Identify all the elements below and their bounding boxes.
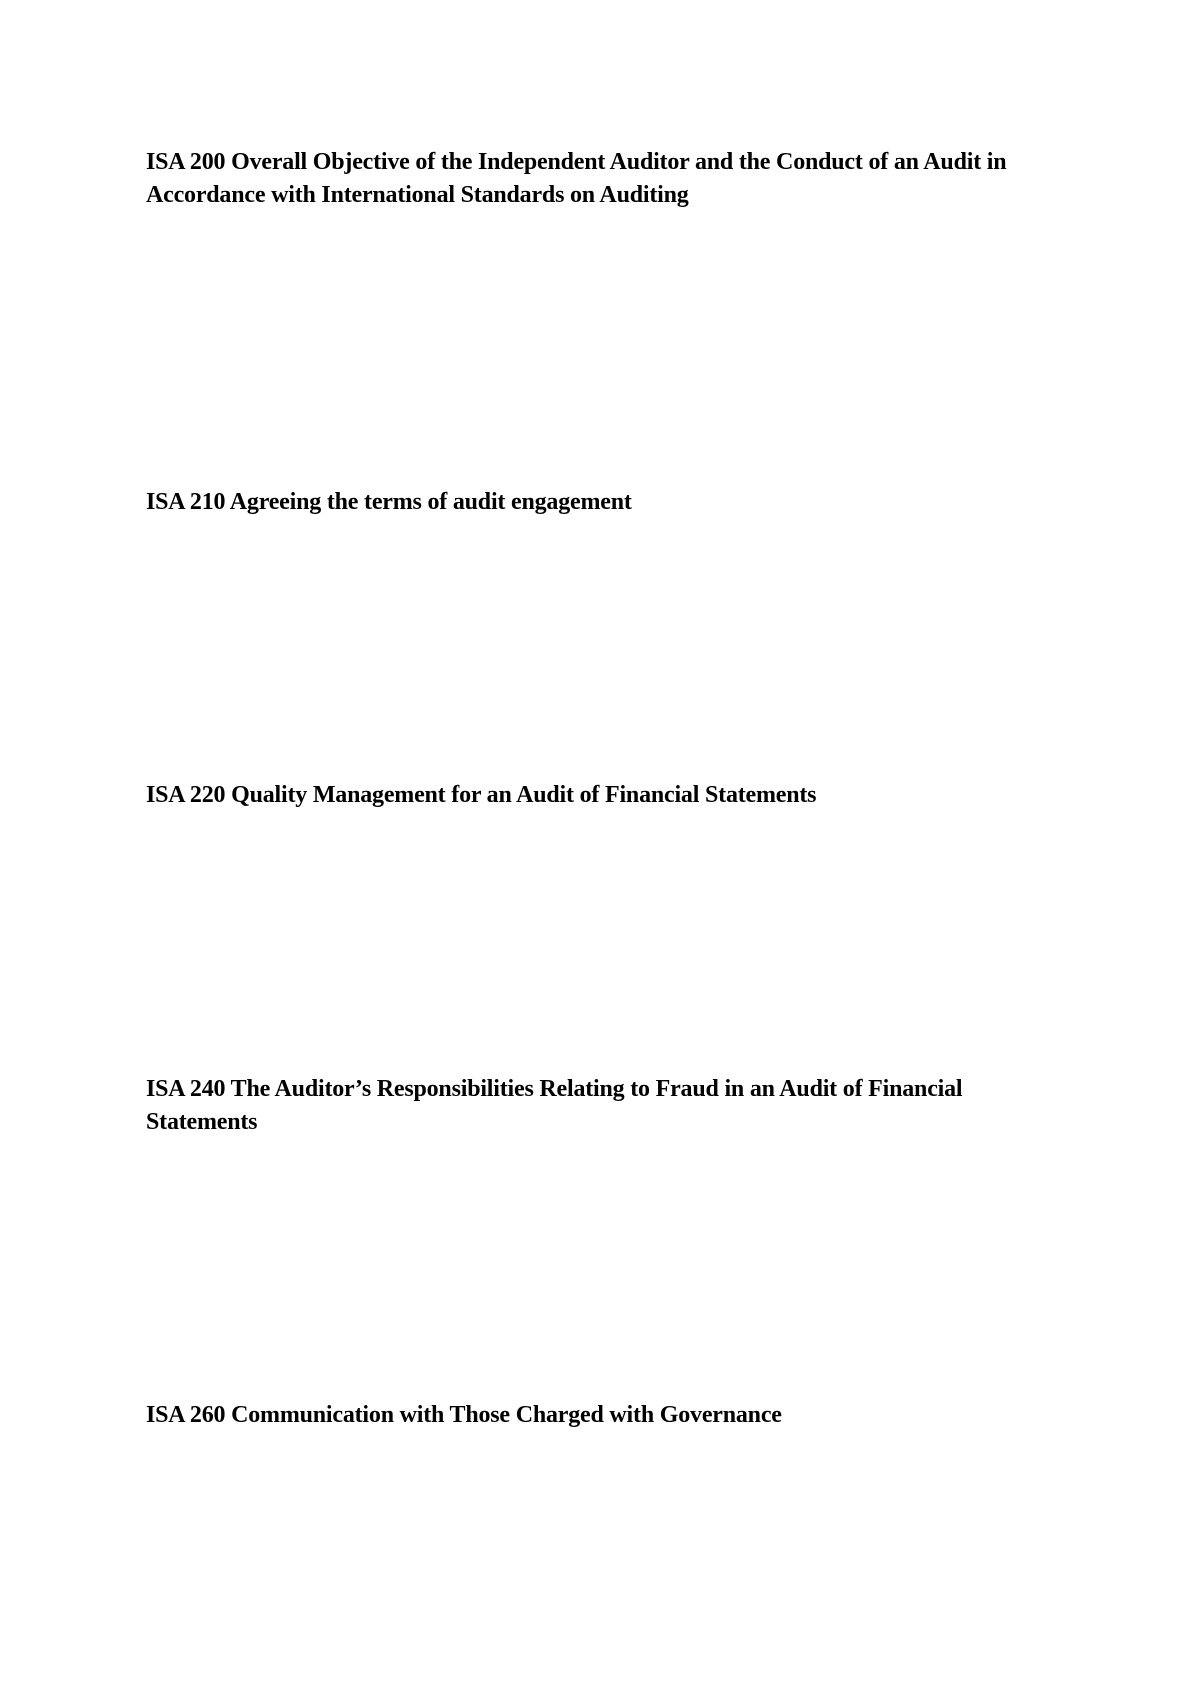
heading-isa-200: ISA 200 Overall Objective of the Independent Auditor and the Conduct of an Audit in Accordance with International Standards on Auditing: [146, 149, 1007, 208]
heading-isa-210: ISA 210 Agreeing the terms of audit engagement: [146, 489, 632, 515]
heading-isa-240: ISA 240 The Auditor’s Responsibilities Relating to Fraud in an Audit of Financial Statements: [146, 1076, 963, 1135]
heading-isa-220: ISA 220 Quality Management for an Audit of Financial Statements: [146, 782, 817, 808]
heading-isa-260: ISA 260 Communication with Those Charged with Governance: [146, 1402, 782, 1428]
